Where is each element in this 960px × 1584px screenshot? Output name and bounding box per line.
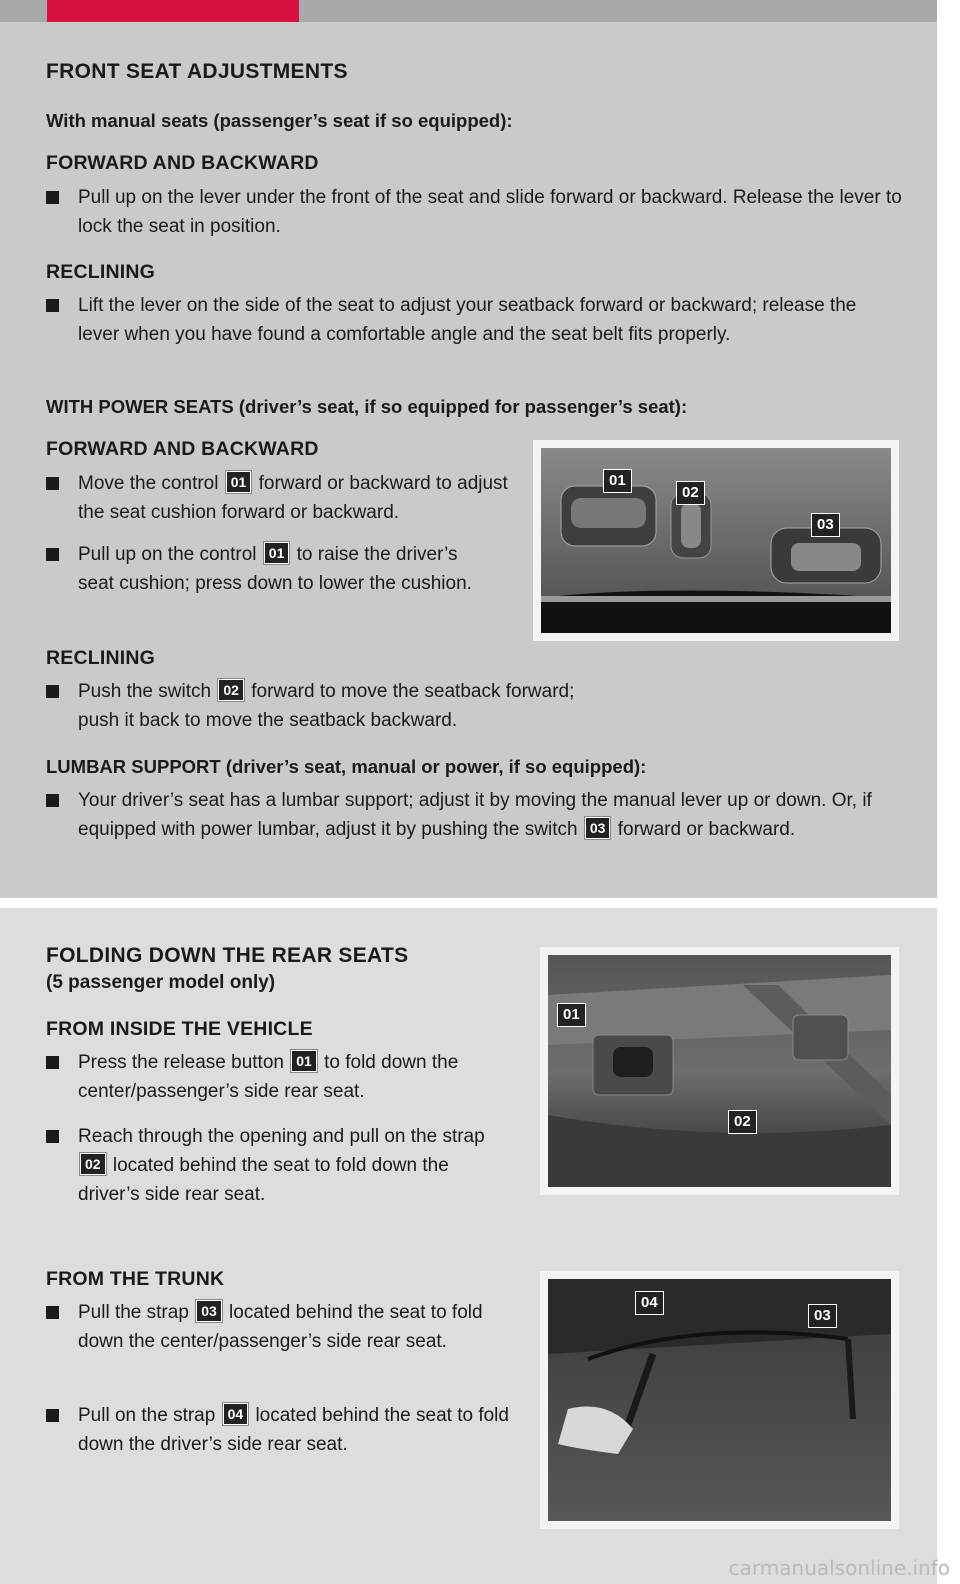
accent-bar: [47, 0, 299, 22]
callout-02: 02: [80, 1153, 106, 1175]
callout-01: 01: [264, 542, 290, 564]
callout-03: 03: [585, 817, 611, 839]
list-item: Lift the lever on the side of the seat to adjust your seatback forward or backward; release the lever when you have found a comfortable angle and the seat belt fits properly.: [46, 291, 876, 349]
list-item: Press the release button 01 to fold down the center/passenger’s side rear seat.: [46, 1048, 526, 1106]
watermark: carmanualsonline.info: [728, 1556, 950, 1580]
list-item: Move the control 01 forward or backward to adjust the seat cushion forward or backward.: [46, 469, 521, 527]
bullet-icon: [46, 1409, 59, 1422]
bullet-icon: [46, 1130, 59, 1143]
bullet-icon: [46, 794, 59, 807]
forward-backward-heading: FORWARD AND BACKWARD: [46, 152, 319, 174]
front-seat-title: FRONT SEAT ADJUSTMENTS: [46, 60, 348, 83]
seat-controls-photo: [533, 440, 899, 641]
list-item: Your driver’s seat has a lumbar support; adjust it by moving the manual lever up or down. Or, if equipped with power lumbar, adjust it by pushing the switch 03 forward or backward.: [46, 786, 906, 844]
power-forward-backward-heading: FORWARD AND BACKWARD: [46, 438, 319, 460]
callout-03: 03: [196, 1300, 222, 1322]
list-item: Push the switch 02 forward to move the seatback forward; push it back to move the seatback backward.: [46, 677, 606, 735]
trunk-straps-photo: [540, 1271, 899, 1529]
bullet-icon: [46, 1306, 59, 1319]
inside-vehicle-heading: FROM INSIDE THE VEHICLE: [46, 1018, 313, 1040]
rear-seats-title: FOLDING DOWN THE REAR SEATS: [46, 944, 409, 967]
power-seats-heading: WITH POWER SEATS (driver’s seat, if so equipped for passenger’s seat):: [46, 396, 688, 417]
bullet-icon: [46, 1056, 59, 1069]
photo-callout-02: 02: [676, 481, 705, 505]
bullet-icon: [46, 299, 59, 312]
photo-callout-03: 03: [811, 513, 840, 537]
list-item: Pull up on the lever under the front of the seat and slide forward or backward. Release the lever to lock the seat in position.: [46, 183, 906, 241]
manual-seats-heading: With manual seats (passenger’s seat if so equipped):: [46, 110, 513, 131]
callout-02: 02: [218, 679, 244, 701]
list-item: Pull the strap 03 located behind the seat to fold down the center/passenger’s side rear seat.: [46, 1298, 516, 1356]
photo-callout-01: 01: [557, 1003, 586, 1027]
list-item: Pull up on the control 01 to raise the driver’s seat cushion; press down to lower the cushion.: [46, 540, 491, 598]
bullet-icon: [46, 548, 59, 561]
trunk-heading: FROM THE TRUNK: [46, 1268, 225, 1290]
rear-seat-release-photo: [540, 947, 899, 1195]
photo-callout-02: 02: [728, 1110, 757, 1134]
reclining-heading: RECLINING: [46, 261, 156, 283]
bullet-icon: [46, 191, 59, 204]
bullet-icon: [46, 685, 59, 698]
power-reclining-heading: RECLINING: [46, 647, 156, 669]
list-item: Reach through the opening and pull on the strap 02 located behind the seat to fold down the driver’s side rear seat.: [46, 1122, 506, 1209]
callout-01: 01: [291, 1050, 317, 1072]
photo-callout-04: 04: [635, 1291, 664, 1315]
rear-seats-subtitle: (5 passenger model only): [46, 972, 276, 993]
lumbar-heading: LUMBAR SUPPORT (driver’s seat, manual or power, if so equipped):: [46, 756, 647, 777]
callout-01: 01: [226, 471, 252, 493]
photo-callout-03: 03: [808, 1304, 837, 1328]
top-bar: [0, 0, 937, 22]
list-item: Pull on the strap 04 located behind the seat to fold down the driver’s side rear seat.: [46, 1401, 516, 1459]
bullet-icon: [46, 477, 59, 490]
callout-04: 04: [223, 1403, 249, 1425]
photo-callout-01: 01: [603, 469, 632, 493]
